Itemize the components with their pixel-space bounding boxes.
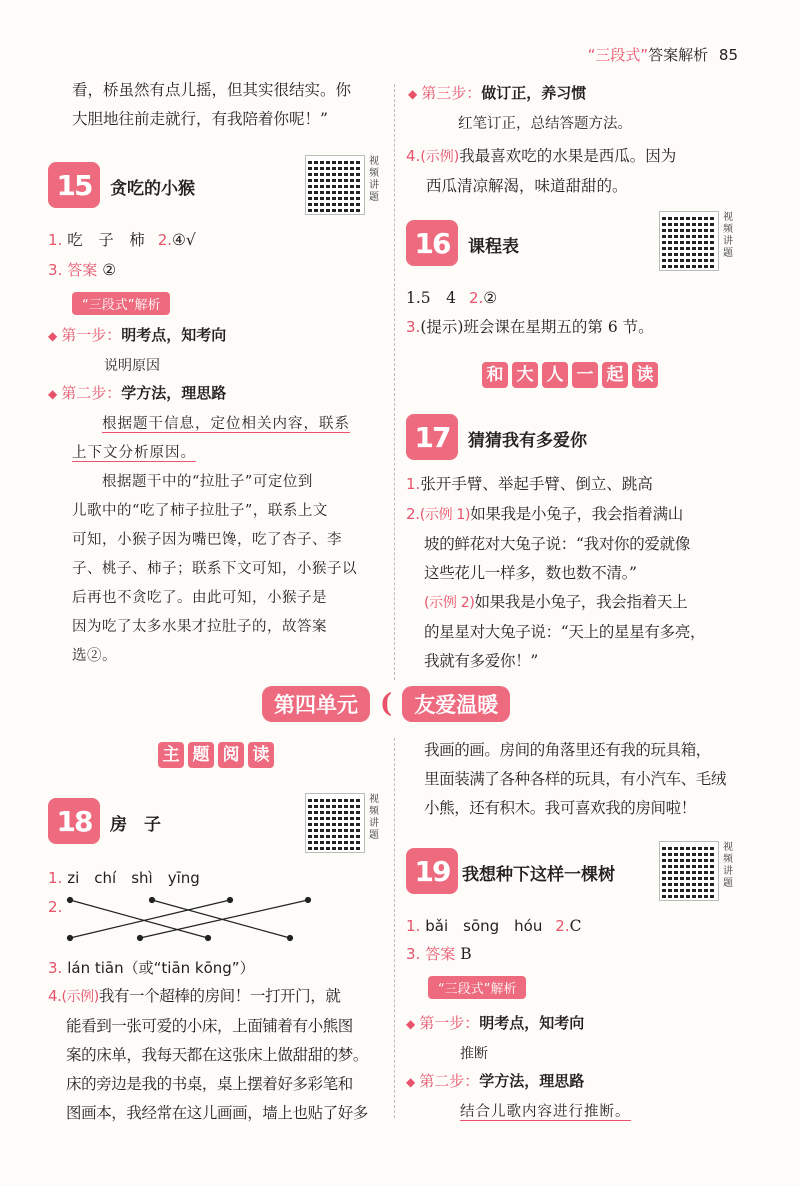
banner-char: 起	[602, 362, 628, 388]
match-dot	[206, 936, 211, 941]
section-17-badge: 17	[406, 414, 458, 460]
match-dot	[150, 898, 155, 903]
q-number: 2.	[555, 917, 570, 935]
qr-code-icon[interactable]	[660, 212, 718, 270]
banner-char: 题	[188, 742, 214, 768]
page-header	[588, 44, 738, 65]
s19-step2	[406, 1070, 584, 1091]
arrow-icon: ◆	[406, 1075, 416, 1089]
text-line: 因为吃了太多水果才拉肚子的，故答案	[72, 619, 327, 635]
s15-step1-body: 说明原因	[104, 358, 160, 374]
section-15-badge: 15	[48, 162, 100, 208]
text-line: 图画本，我经常在这儿画画，墙上也贴了好多	[66, 1104, 369, 1122]
match-dot	[138, 936, 143, 941]
q-number: 2.	[157, 231, 173, 249]
answer-text: ②	[483, 289, 498, 307]
q-number: 3.	[48, 261, 63, 279]
s19-step2-body	[460, 1098, 631, 1127]
video-label: 视频讲题	[369, 794, 379, 841]
q-number: 3.	[406, 945, 421, 963]
match-line	[70, 900, 208, 938]
answer-text: ②	[102, 261, 117, 279]
text-line: 如果我是小兔子，我会指着满山	[470, 505, 684, 523]
s15-step2-method	[72, 410, 382, 468]
s15-q3	[48, 256, 116, 285]
section-17-title: 猜猜我有多爱你	[468, 431, 587, 451]
text-line: 床的旁边是我的书桌，桌上摆着好多彩笔和	[66, 1075, 353, 1093]
pinyin-answer: lán tiān（或“tiān kōng”）	[67, 959, 255, 977]
header-quote: “三段式”	[587, 46, 649, 64]
column-divider-bottom	[394, 738, 395, 1118]
section-19-badge: 19	[406, 848, 458, 894]
banner-char: 大	[512, 362, 538, 388]
sanduanshi-label: “三段式”解析	[428, 976, 526, 999]
matching-lines	[60, 890, 320, 946]
s18-q3	[48, 954, 255, 983]
answer-text: C	[569, 917, 582, 935]
text-line: 小熊，还有积木。我可喜欢我的房间啦！	[424, 799, 696, 817]
left-top-paragraph	[72, 76, 351, 134]
text-line: 大胆地往前走就行，有我陪着你呢！”	[72, 110, 328, 128]
section-16-title: 课程表	[468, 237, 519, 257]
qr-code-icon[interactable]	[306, 794, 364, 852]
s15-step2-body	[72, 468, 392, 671]
s15-step1	[48, 324, 226, 345]
s19-step1	[406, 1012, 584, 1033]
s18-q4	[48, 982, 393, 1128]
match-dot	[68, 898, 73, 903]
step-label: 第一步：	[419, 1014, 480, 1032]
text-line: 西瓜清凉解渴，味道甜甜的。	[426, 177, 628, 195]
text-line: 我最喜欢吃的水果是西瓜。因为	[459, 147, 677, 165]
arrow-icon: ◆	[48, 329, 58, 343]
banner-char: 阅	[218, 742, 244, 768]
match-line	[70, 900, 230, 938]
answer-text: 张开手臂、举起手臂、倒立、跳高	[420, 475, 653, 493]
answer-label: 答案	[425, 945, 456, 963]
s19-q3	[406, 940, 472, 969]
step-title: 学方法，理思路	[479, 1072, 585, 1090]
example-tag: (示例)	[61, 989, 99, 1005]
s17-q2	[406, 500, 766, 676]
text-line: 可知，小猴子因为嘴巴馋，吃了杏子、李	[72, 532, 342, 548]
text-line: 的星星对大兔子说：“天上的星星有多亮，	[424, 623, 706, 641]
s19-q1-q2	[406, 912, 581, 941]
unit-banner	[262, 686, 510, 722]
example-tag: (示例 1)	[419, 507, 471, 523]
s15-step3	[408, 82, 586, 103]
q-number: 2.	[406, 505, 420, 523]
s16-q3	[406, 313, 654, 342]
step-title: 做订正，养习惯	[481, 84, 587, 102]
text-line: 坡的鲜花对大兔子说：“我对你的爱就像	[424, 535, 691, 553]
video-label: 视频讲题	[369, 156, 379, 203]
answer-text: ④√	[172, 231, 196, 249]
example-tag: (示例)	[420, 149, 460, 165]
s19-step1-body: 推断	[460, 1046, 488, 1062]
s18-q4-continued	[424, 736, 764, 823]
text-line: 如果我是小兔子，我会指着天上	[474, 593, 688, 611]
q-number: 1.	[48, 231, 63, 249]
match-line	[140, 900, 308, 938]
text-line: 里面装满了各种各样的玩具，有小汽车、毛绒	[424, 770, 727, 788]
sanduanshi-label: “三段式”解析	[72, 292, 170, 315]
q-number: 4.	[48, 987, 62, 1005]
s15-q1-q2	[48, 226, 196, 255]
q-number: 2.	[48, 898, 63, 916]
step-label: 第一步：	[61, 326, 122, 344]
text-line: 后再也不贪吃了。由此可知，小猴子是	[72, 590, 327, 606]
match-dot	[68, 936, 73, 941]
text-line: 这些花儿一样多，数也数不清。”	[424, 564, 637, 582]
read-with-adults-banner	[482, 362, 662, 388]
text-line: 看，桥虽然有点儿摇，但其实很结实。你	[72, 81, 352, 99]
q-number: 1.	[48, 869, 63, 887]
banner-char: 和	[482, 362, 508, 388]
step-label: 第三步：	[421, 84, 482, 102]
section-18-title: 房 子	[110, 815, 161, 835]
arrow-icon: ◆	[408, 87, 418, 101]
text-line: 根据题干信息，定位相关内容，联系	[102, 416, 350, 432]
arrow-icon: ◆	[406, 1017, 416, 1031]
section-16-badge: 16	[406, 220, 458, 266]
pinyin-answer: bǎi sōng hóu	[425, 917, 543, 935]
q-number: 4.	[406, 147, 421, 165]
unit-number: 第四单元	[262, 686, 370, 722]
step-title: 明考点，知考向	[479, 1014, 585, 1032]
s15-step3-body: 红笔订正，总结答题方法。	[458, 116, 632, 132]
q-number: 2.	[468, 289, 484, 307]
banner-char: 一	[572, 362, 598, 388]
answer-label: 答案	[67, 261, 98, 279]
text-line: 能看到一张可爱的小床，上面铺着有小熊图	[66, 1017, 353, 1035]
s15-q4	[406, 142, 746, 201]
arrow-icon: ◆	[48, 387, 58, 401]
section-19-title: 我想种下这样一棵树	[462, 865, 615, 885]
s18-q1	[48, 864, 200, 893]
q-number: 1.	[406, 475, 421, 493]
section-15-title: 贪吃的小猴	[110, 179, 195, 199]
header-text: 答案解析	[648, 46, 709, 64]
step-label: 第二步：	[419, 1072, 480, 1090]
example-tag: (示例 2)	[424, 595, 475, 611]
match-dot	[228, 898, 233, 903]
answer-text: (提示)班会课在星期五的第 6 节。	[420, 318, 654, 336]
column-divider-top	[394, 84, 395, 680]
pinyin-answer: zi chí shì yīng	[67, 869, 200, 887]
banner-char: 人	[542, 362, 568, 388]
theme-reading-banner	[158, 742, 278, 768]
text-line: 上下文分析原因。	[72, 445, 196, 461]
text-line: 我有一个超棒的房间！一打开门，就	[98, 987, 341, 1005]
text-line: 我就有多爱你！”	[424, 652, 539, 670]
match-dot	[288, 936, 293, 941]
step-title: 明考点，知考向	[121, 326, 227, 344]
qr-code-icon[interactable]	[306, 156, 364, 214]
video-label: 视频讲题	[723, 842, 733, 889]
s16-q1-q2	[406, 284, 497, 313]
text-line: 子、桃子、柿子；联系下文可知，小猴子以	[72, 561, 357, 577]
video-label: 视频讲题	[723, 212, 733, 259]
text-line: 我画的画。房间的角落里还有我的玩具箱，	[424, 741, 711, 759]
banner-char: 主	[158, 742, 184, 768]
page-number: 85	[718, 46, 738, 64]
match-dot	[306, 898, 311, 903]
answer-text: 吃 子 柿	[67, 231, 145, 249]
banner-char: 读	[632, 362, 658, 388]
match-line	[152, 900, 290, 938]
banner-char: 读	[248, 742, 274, 768]
step-label: 第二步：	[61, 384, 122, 402]
section-18-badge: 18	[48, 798, 100, 844]
unit-title: 友爱温暖	[402, 686, 510, 722]
q-number: 3.	[48, 959, 63, 977]
text-line: 选②。	[72, 648, 117, 664]
s17-q1	[406, 470, 653, 499]
text-line: 儿歌中的“吃了柿子拉肚子”，联系上文	[72, 503, 328, 519]
step-title: 学方法，理思路	[121, 384, 227, 402]
s15-step2	[48, 382, 226, 403]
answer-text: 1.5 4	[406, 289, 457, 307]
q-number: 3.	[406, 318, 421, 336]
answer-text: B	[460, 945, 472, 963]
text-line: 根据题干中的“拉肚子”可定位到	[102, 474, 313, 490]
q-number: 1.	[406, 917, 421, 935]
unit-separator: (	[380, 689, 393, 719]
text-line: 结合儿歌内容进行推断。	[460, 1104, 631, 1120]
text-line: 案的床单，我每天都在这张床上做甜甜的梦。	[66, 1046, 369, 1064]
qr-code-icon[interactable]	[660, 842, 718, 900]
